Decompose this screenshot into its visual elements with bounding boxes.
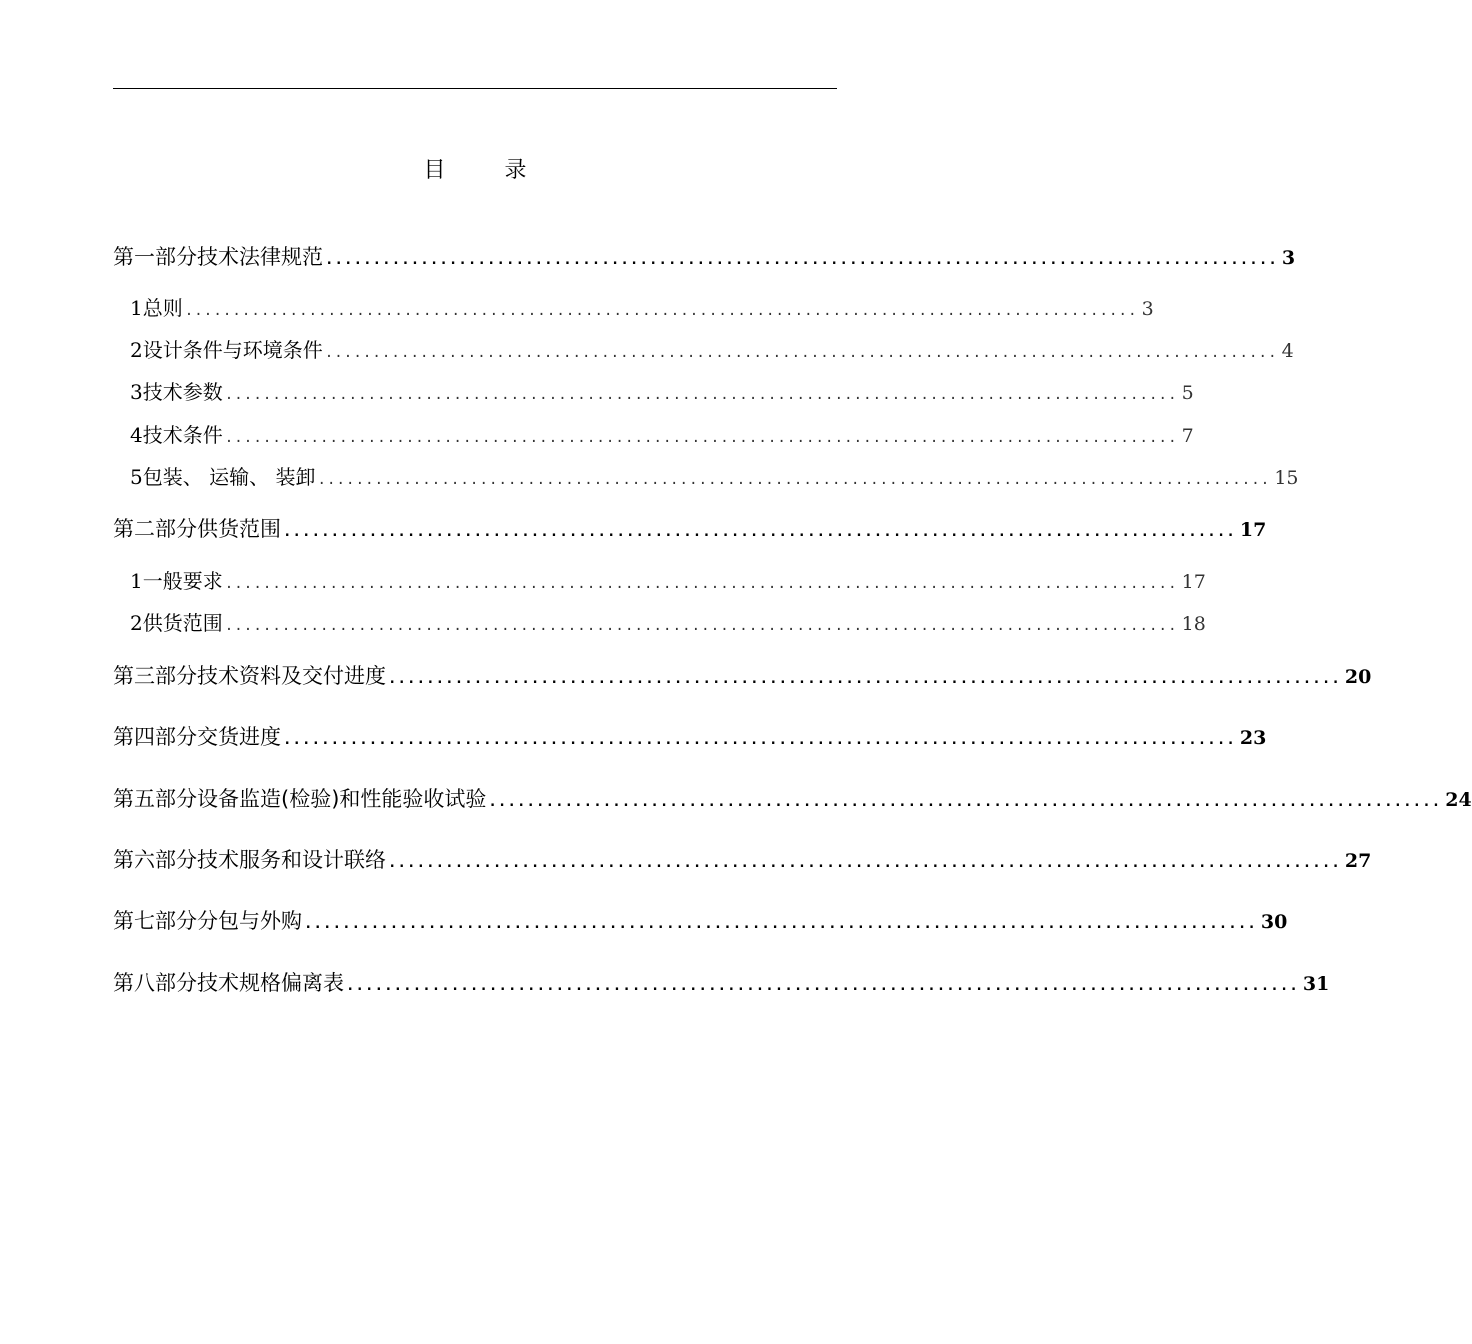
toc-section-number: 2 (130, 338, 143, 362)
dot-leader: .................................................................................................... (283, 524, 1236, 540)
toc-part-number: 第四部分 (113, 725, 197, 749)
toc-page-number: 3 (1281, 247, 1296, 269)
toc-page-number: 27 (1344, 850, 1372, 872)
toc-entry-text: 技术服务和设计联络 (197, 848, 386, 872)
toc-entry-part-3[interactable] (113, 661, 1372, 691)
toc-page-number: 24 (1445, 789, 1472, 811)
toc-section-number: 1 (130, 296, 143, 320)
toc-part-number: 第六部分 (113, 848, 197, 872)
toc-page-number: 4 (1281, 340, 1294, 362)
toc-page-number: 5 (1181, 382, 1194, 404)
toc-entry-part-8[interactable] (113, 968, 1330, 998)
dot-leader: .................................................................................................... (324, 345, 1278, 361)
toc-entry-text: 技术参数 (142, 380, 223, 404)
toc-entry-text: 设备监造(检验)和性能验收试验 (197, 787, 487, 811)
dot-leader: .................................................................................................... (317, 472, 1271, 488)
toc-entry-part-6[interactable] (113, 845, 1372, 875)
toc-entry-section-2-2[interactable] (130, 608, 1206, 638)
header-rule (113, 88, 837, 89)
toc-entry-text: 技术条件 (142, 423, 223, 447)
dot-leader: .................................................................................................... (304, 916, 1257, 932)
toc-entry-part-1[interactable] (113, 242, 1296, 272)
toc-entry-text: 总则 (142, 296, 183, 320)
toc-page-number: 30 (1260, 911, 1288, 933)
toc-entry-section-1-4[interactable] (130, 420, 1194, 450)
dot-leader: .................................................................................................... (388, 855, 1341, 871)
toc-entry-text: 分包与外购 (197, 909, 302, 933)
toc-entry-part-5[interactable] (113, 784, 1472, 814)
toc-section-number: 3 (130, 380, 143, 404)
toc-entry-text: 交货进度 (197, 725, 281, 749)
dot-leader: .................................................................................................... (325, 252, 1278, 268)
dot-leader: .................................................................................................... (224, 430, 1178, 446)
dot-leader: .................................................................................................... (224, 387, 1178, 403)
toc-entry-section-1-3[interactable] (130, 377, 1194, 407)
toc-entry-text: 包装、 运输、 装卸 (142, 465, 316, 489)
toc-page-number: 20 (1344, 666, 1372, 688)
toc-entry-text: 技术资料及交付进度 (197, 664, 386, 688)
toc-section-number: 1 (130, 569, 143, 593)
toc-entry-text: 一般要求 (142, 569, 223, 593)
toc-entry-text: 技术法律规范 (197, 245, 323, 269)
toc-entry-text: 供货范围 (142, 611, 223, 635)
toc-entry-text: 设计条件与环境条件 (142, 338, 323, 362)
toc-entry-section-1-5[interactable] (130, 462, 1299, 492)
toc-page-number: 7 (1181, 425, 1194, 447)
toc-page-number: 3 (1141, 298, 1154, 320)
toc-entry-section-2-1[interactable] (130, 566, 1206, 596)
dot-leader: .................................................................................................... (224, 618, 1178, 634)
toc-part-number: 第八部分 (113, 971, 197, 995)
toc-part-number: 第七部分 (113, 909, 197, 933)
toc-entry-section-1-1[interactable] (130, 293, 1154, 323)
dot-leader: .................................................................................................... (388, 671, 1341, 687)
dot-leader: .................................................................................................... (283, 732, 1236, 748)
dot-leader: .................................................................................................... (224, 576, 1178, 592)
toc-page-number: 15 (1274, 467, 1299, 489)
toc-entry-part-7[interactable] (113, 906, 1288, 936)
dot-leader: .................................................................................................... (488, 794, 1442, 810)
toc-entry-text: 供货范围 (197, 517, 281, 541)
dot-leader: .................................................................................................... (346, 978, 1299, 994)
toc-part-number: 第五部分 (113, 787, 197, 811)
toc-page-number: 17 (1239, 519, 1267, 541)
toc-page-number: 17 (1181, 571, 1206, 593)
toc-section-number: 4 (130, 423, 143, 447)
toc-entry-part-4[interactable] (113, 722, 1267, 752)
toc-entry-part-2[interactable] (113, 514, 1267, 544)
toc-part-number: 第二部分 (113, 517, 197, 541)
toc-entry-section-1-2[interactable] (130, 335, 1294, 365)
toc-section-number: 5 (130, 465, 143, 489)
toc-part-number: 第三部分 (113, 664, 197, 688)
toc-entry-text: 技术规格偏离表 (197, 971, 344, 995)
dot-leader: .................................................................................................... (184, 303, 1138, 319)
toc-page-number: 18 (1181, 613, 1206, 635)
toc-part-number: 第一部分 (113, 245, 197, 269)
toc-title: 目 录 (423, 158, 553, 183)
toc-section-number: 2 (130, 611, 143, 635)
toc-page-number: 31 (1302, 973, 1330, 995)
toc-page-number: 23 (1239, 727, 1267, 749)
